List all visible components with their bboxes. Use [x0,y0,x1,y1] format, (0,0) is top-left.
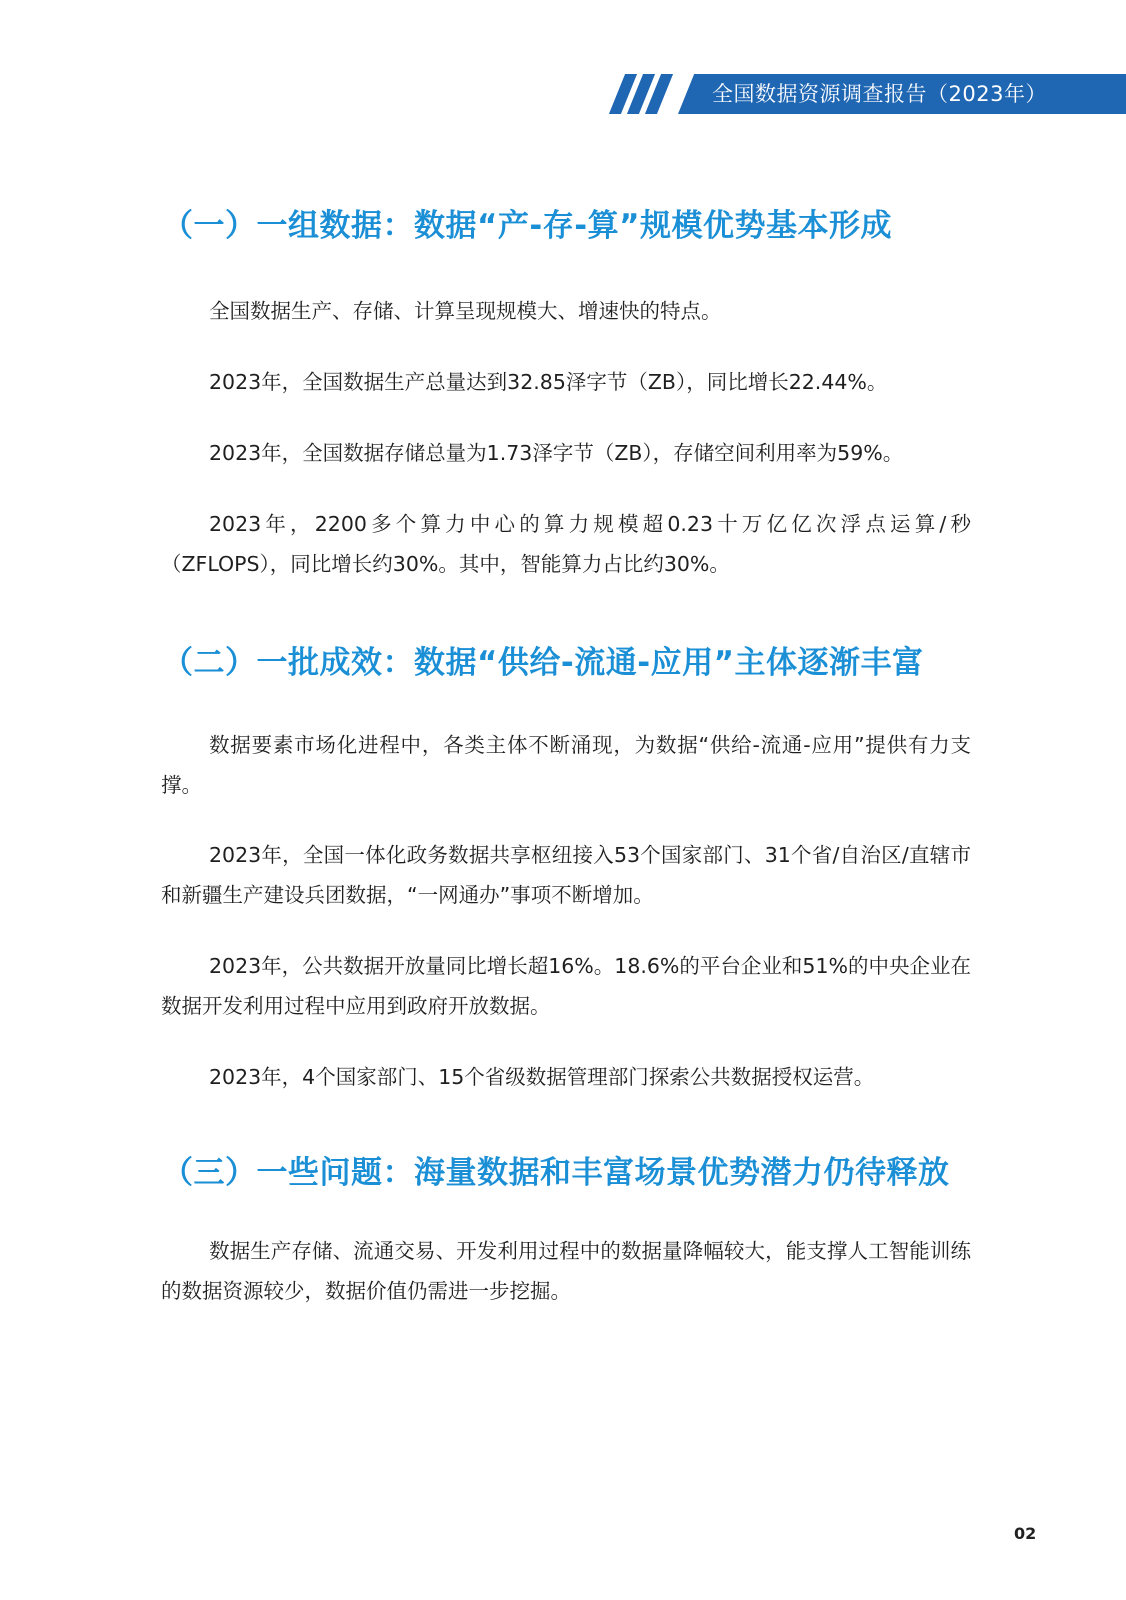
paragraph: 数据生产存储、流通交易、开发利用过程中的数据量降幅较大，能支撑人工智能训练的数据资源较少，数据价值仍需进一步挖掘。 [161,1239,971,1303]
paragraph: 2023年，4个国家部门、15个省级数据管理部门探索公共数据授权运营。 [209,1065,875,1089]
paragraph: 2023年，公共数据开放量同比增长超16%。18.6%的平台企业和51%的中央企业在数据开发利用过程中应用到政府开放数据。 [161,954,971,1018]
paragraph: 2023年，2200多个算力中心的算力规模超0.23十万亿亿次浮点运算/秒（ZFLOPS），同比增长约30%。其中，智能算力占比约30%。 [161,512,971,576]
report-title: 全国数据资源调查报告（2023年） [712,82,1047,106]
report-header [0,74,1126,114]
page-number: 02 [1014,1524,1037,1543]
paragraph: 2023年，全国数据生产总量达到32.85泽字节（ZB），同比增长22.44%。 [209,370,888,394]
section-heading-1: （一）一组数据：数据“产-存-算”规模优势基本形成 [162,208,892,244]
section-heading-3: （三）一些问题：海量数据和丰富场景优势潜力仍待释放 [162,1155,950,1191]
paragraph: 2023年，全国一体化政务数据共享枢纽接入53个国家部门、31个省/自治区/直辖市和新疆生产建设兵团数据，“一网通办”事项不断增加。 [161,843,971,907]
section-heading-2: （二）一批成效：数据“供给-流通-应用”主体逐渐丰富 [162,645,924,681]
paragraph: 2023年，全国数据存储总量为1.73泽字节（ZB），存储空间利用率为59%。 [209,441,904,465]
paragraph: 数据要素市场化进程中，各类主体不断涌现，为数据“供给-流通-应用”提供有力支撑。 [161,733,971,797]
paragraph: 全国数据生产、存储、计算呈现规模大、增速快的特点。 [209,299,722,323]
